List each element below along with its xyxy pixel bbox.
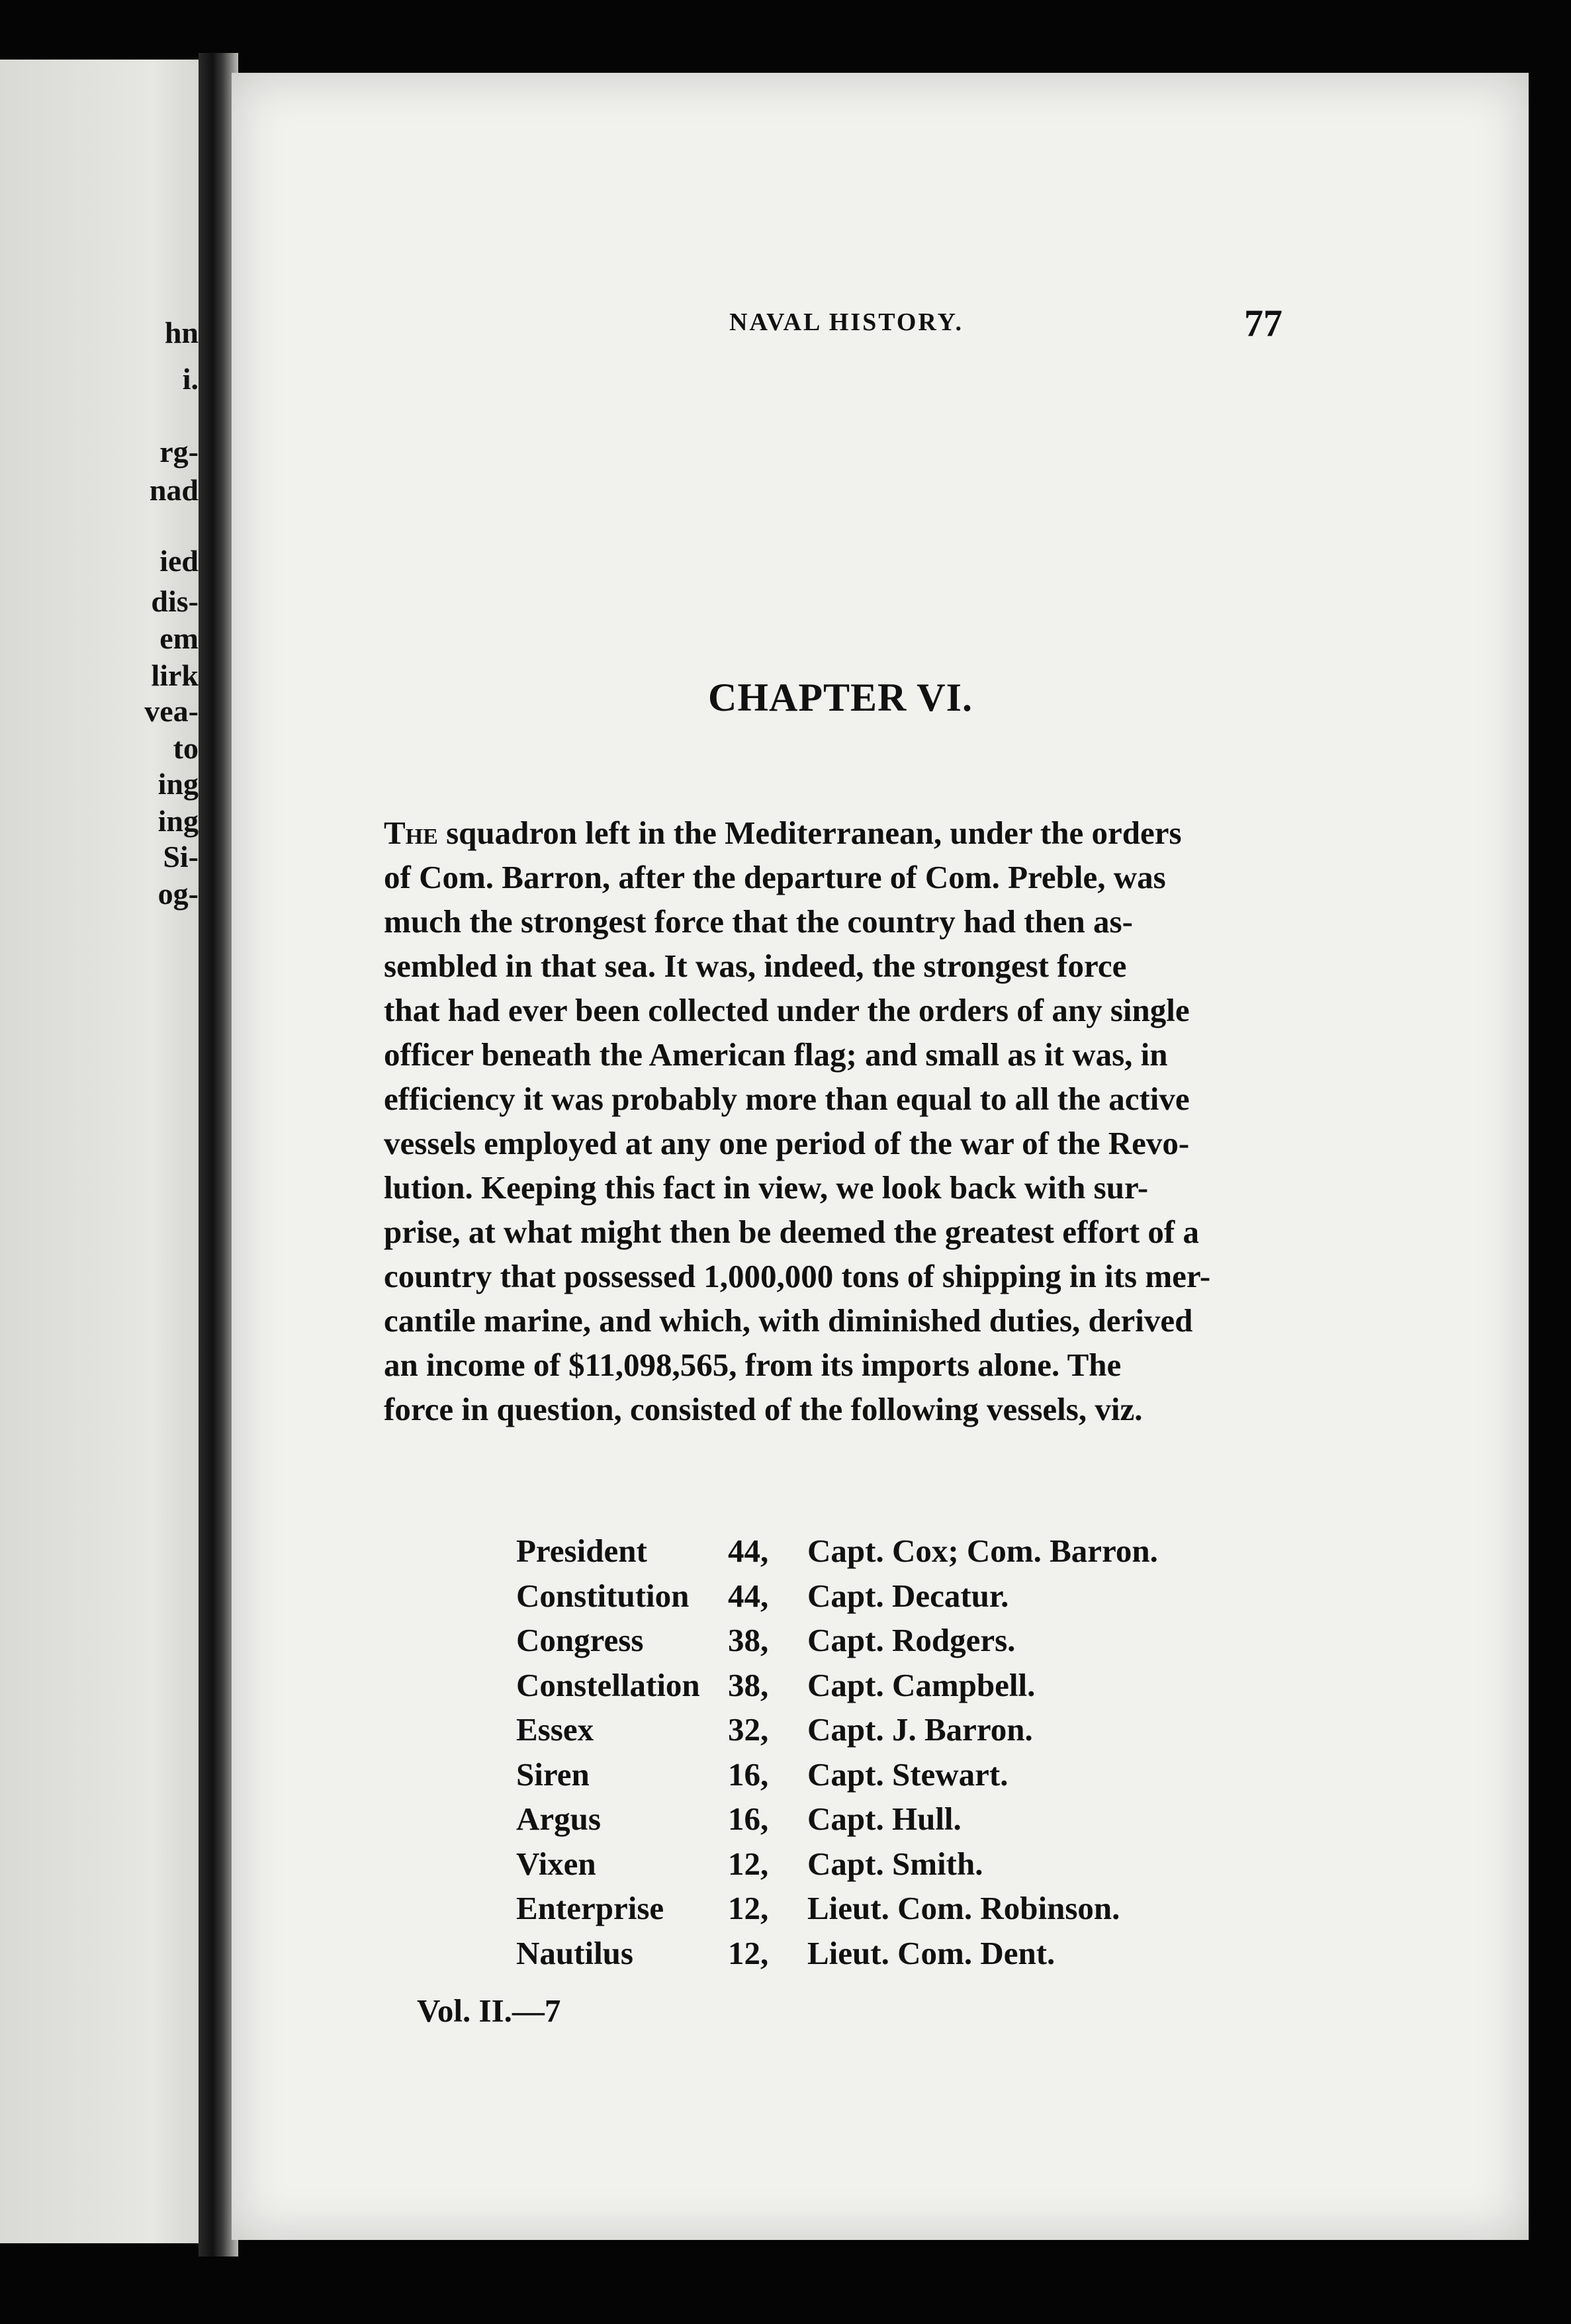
vessel-commander: Lieut. Com. Robinson. — [807, 1890, 1120, 1926]
vessel-guns: 12, — [728, 1890, 769, 1926]
left-page-fragment: Si- — [163, 840, 199, 873]
left-page-fragment: rg- — [159, 435, 199, 469]
vessel-name: Vixen — [516, 1845, 596, 1882]
paragraph-line — [384, 1254, 1509, 1298]
left-page-fragment: vea- — [144, 694, 199, 728]
vessel-guns: 38, — [728, 1666, 769, 1703]
paragraph-line — [384, 1298, 1509, 1343]
paragraph-line — [384, 988, 1509, 1032]
vessel-row — [516, 1707, 1158, 1752]
left-page-fragment: og- — [157, 877, 199, 911]
vessel-name: Essex — [516, 1711, 594, 1748]
paragraph-line-text: officer beneath the American flag; and small as it was, in — [384, 1036, 1168, 1073]
paragraph-line-text: much the strongest force that the country had then as- — [384, 903, 1133, 940]
left-page-fragment: hn — [164, 316, 199, 349]
paragraph-line — [384, 899, 1509, 944]
vessel-guns: 12, — [728, 1845, 769, 1882]
paragraph-line-text: an income of $11,098,565, from its imports alone. The — [384, 1347, 1122, 1383]
vessel-list — [516, 1529, 1158, 1975]
vessel-commander: Capt. Campbell. — [807, 1666, 1036, 1703]
paragraph-line-text: country that possessed 1,000,000 tons of shipping in its mer- — [384, 1258, 1211, 1294]
vessel-row — [516, 1663, 1158, 1708]
left-page-fragment: i. — [182, 362, 199, 396]
paragraph-line-text: force in question, consisted of the following vessels, viz. — [384, 1391, 1143, 1427]
vessel-row — [516, 1842, 1158, 1887]
left-page-fragment: ing — [157, 804, 199, 838]
vessel-name: Siren — [516, 1756, 590, 1793]
vessel-commander: Capt. Rodgers. — [807, 1622, 1016, 1658]
paragraph-line-text: sembled in that sea. It was, indeed, the strongest force — [384, 948, 1127, 984]
paragraph-line — [384, 1121, 1509, 1165]
vessel-row — [516, 1752, 1158, 1797]
paragraph-line-text: squadron left in the Mediterranean, under the orders — [437, 815, 1182, 851]
running-title: NAVAL HISTORY. — [729, 308, 964, 336]
paragraph-line — [384, 1343, 1509, 1387]
vessel-name: Constellation — [516, 1666, 700, 1703]
vessel-row — [516, 1529, 1158, 1574]
vessel-guns: 44, — [728, 1533, 769, 1569]
vessel-commander: Capt. Stewart. — [807, 1756, 1009, 1793]
paragraph-line-text: vessels employed at any one period of the war of the Revo- — [384, 1125, 1190, 1161]
paragraph-line — [384, 1032, 1509, 1077]
book-page — [232, 73, 1529, 2240]
chapter-title: CHAPTER VI. — [708, 676, 973, 719]
paragraph-line — [384, 1210, 1509, 1254]
vessel-name: Argus — [516, 1801, 601, 1837]
vessel-commander: Capt. J. Barron. — [807, 1711, 1033, 1748]
left-page-fragment: nad — [149, 473, 199, 507]
vessel-guns: 32, — [728, 1711, 769, 1748]
paragraph-line — [384, 1387, 1509, 1431]
vessel-row — [516, 1886, 1158, 1931]
vessel-commander: Capt. Cox; Com. Barron. — [807, 1533, 1158, 1569]
paragraph-first-word: The — [384, 815, 438, 851]
running-header — [232, 301, 1529, 347]
left-page-fragment: ing — [157, 767, 199, 801]
left-page-fragment: lirk — [151, 658, 199, 692]
paragraph-line-text: that had ever been collected under the orders of any single — [384, 992, 1190, 1028]
vessel-commander: Lieut. Com. Dent. — [807, 1934, 1055, 1971]
vessel-name: Constitution — [516, 1577, 690, 1614]
body-paragraph — [384, 811, 1509, 1431]
vessel-name: Enterprise — [516, 1890, 664, 1926]
vessel-guns: 38, — [728, 1622, 769, 1658]
signature-mark: Vol. II.—7 — [417, 1992, 561, 2029]
vessel-name: President — [516, 1533, 647, 1569]
vessel-name: Congress — [516, 1622, 644, 1658]
left-page-margin — [0, 60, 218, 2243]
left-page-fragment: dis- — [151, 584, 199, 618]
paragraph-line — [384, 811, 1509, 855]
vessel-guns: 16, — [728, 1801, 769, 1837]
vessel-row — [516, 1797, 1158, 1842]
paragraph-line — [384, 855, 1509, 899]
vessel-guns: 16, — [728, 1756, 769, 1793]
vessel-name: Nautilus — [516, 1934, 634, 1971]
paragraph-line — [384, 1165, 1509, 1210]
vessel-row — [516, 1574, 1158, 1619]
paragraph-line-text: lution. Keeping this fact in view, we look back with sur- — [384, 1169, 1149, 1206]
paragraph-line-text: prise, at what might then be deemed the greatest effort of a — [384, 1214, 1199, 1250]
left-page-fragment: em — [159, 621, 199, 655]
vessel-commander: Capt. Decatur. — [807, 1577, 1009, 1614]
left-page-fragment: ied — [159, 544, 199, 578]
vessel-guns: 12, — [728, 1934, 769, 1971]
paragraph-line-text: cantile marine, and which, with diminished duties, derived — [384, 1302, 1193, 1339]
paragraph-line-text: efficiency it was probably more than equal to all the active — [384, 1081, 1190, 1117]
vessel-commander: Capt. Smith. — [807, 1845, 983, 1882]
vessel-row — [516, 1618, 1158, 1663]
paragraph-line-text: of Com. Barron, after the departure of Com. Preble, was — [384, 859, 1166, 895]
vessel-commander: Capt. Hull. — [807, 1801, 962, 1837]
vessel-row — [516, 1931, 1158, 1976]
page-number: 77 — [1244, 302, 1282, 345]
paragraph-line — [384, 944, 1509, 988]
paragraph-line — [384, 1077, 1509, 1121]
vessel-guns: 44, — [728, 1577, 769, 1614]
left-page-fragment: to — [173, 731, 199, 765]
